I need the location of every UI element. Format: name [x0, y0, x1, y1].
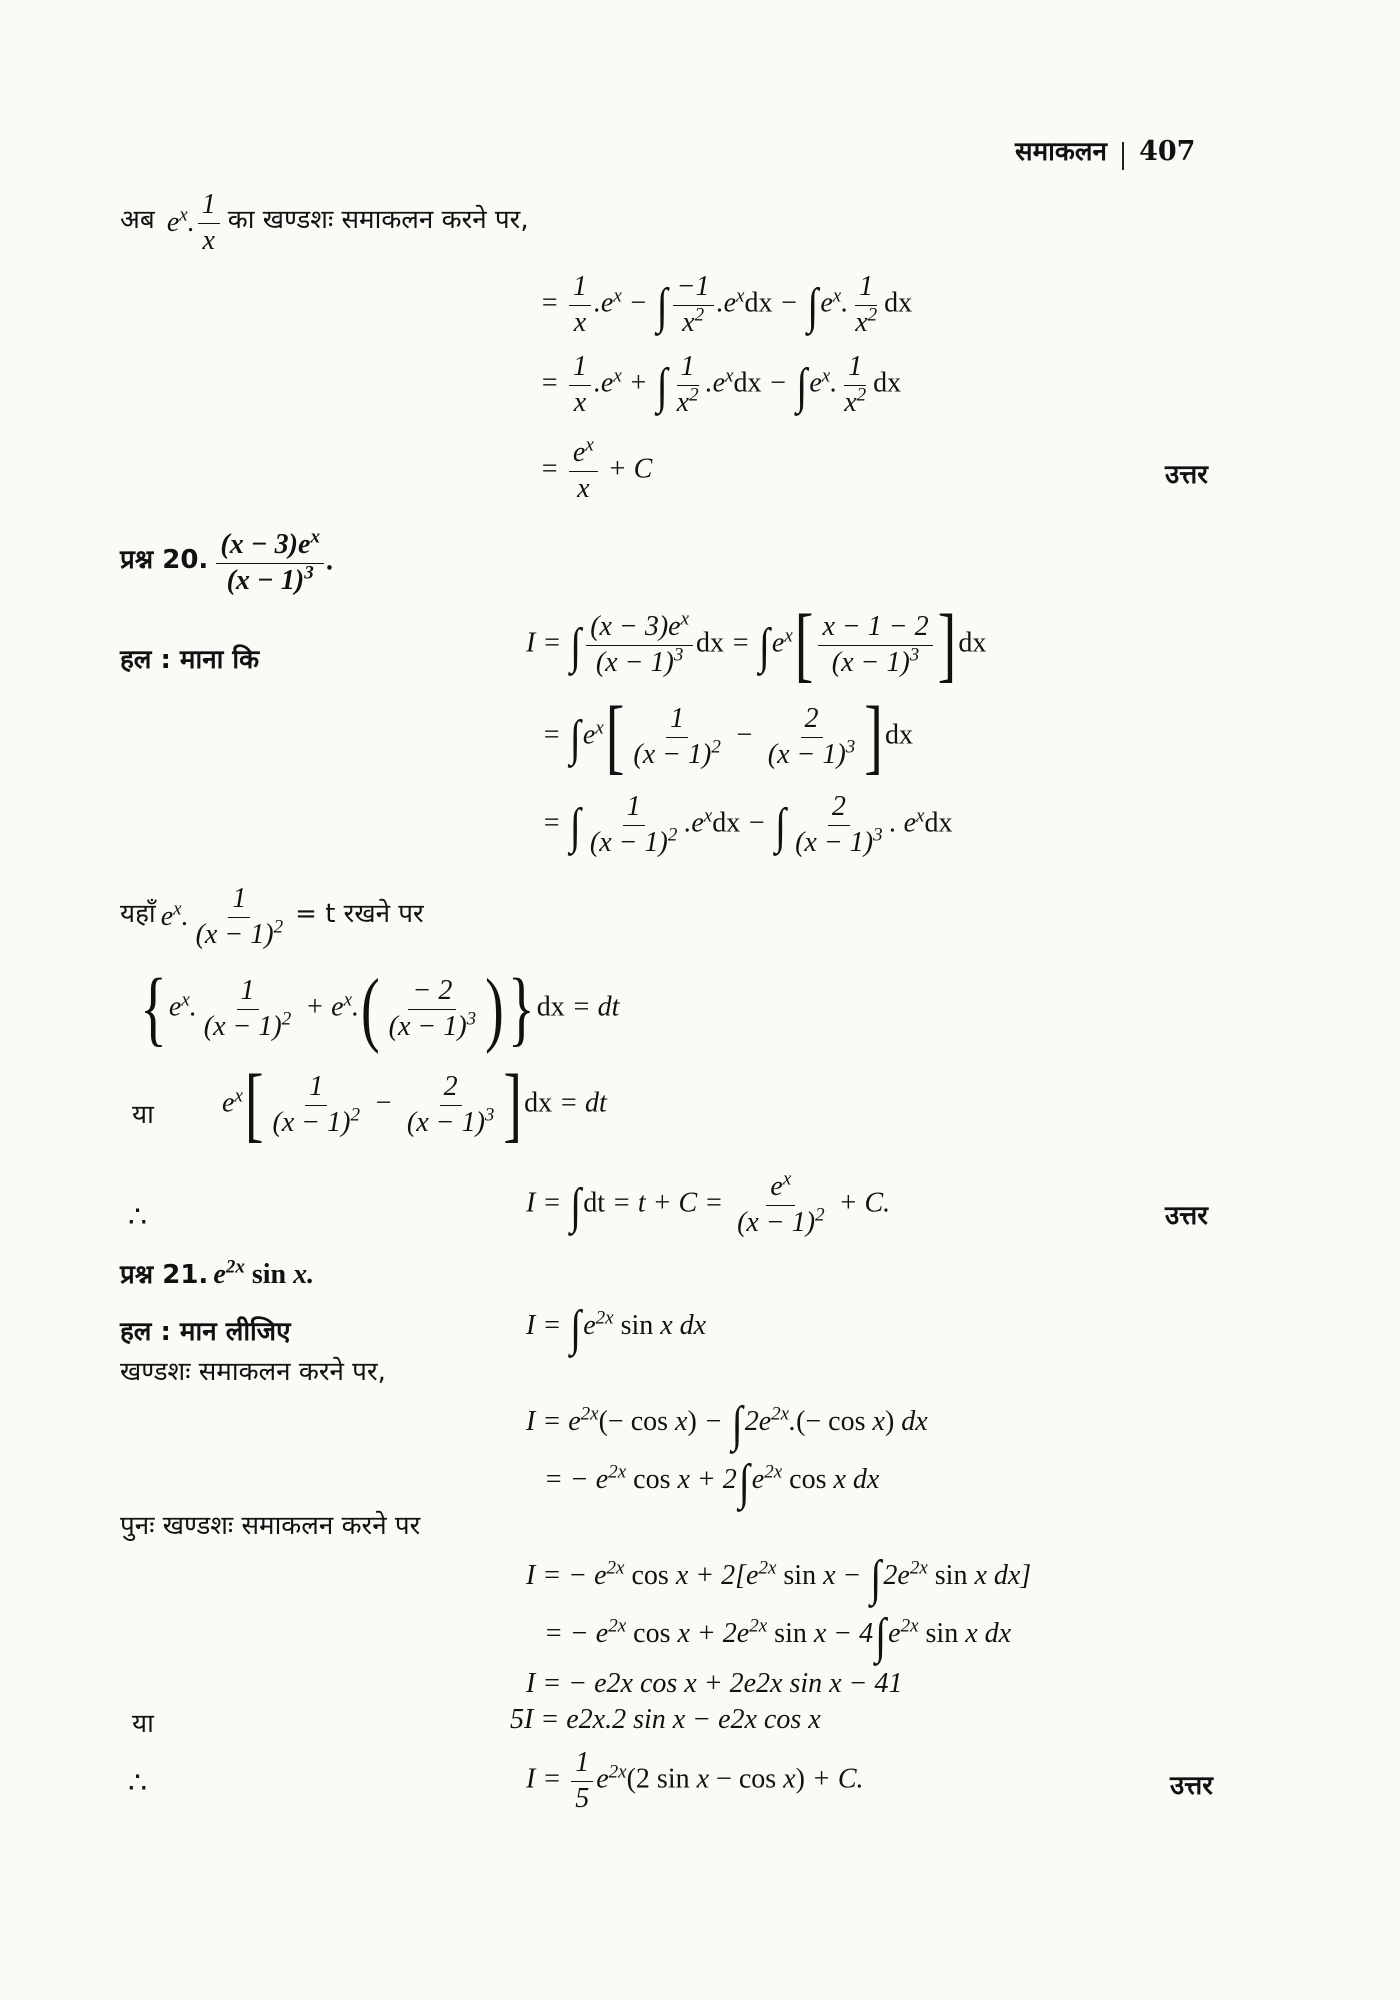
eq-line: $I = e^{2x}(- \cos x) - \int 2e^{2x}.(- \cos x)$ dx — [526, 1395, 928, 1452]
eq-line: = $\frac{1}{x}$ $.e^x$ + ∫ $\frac{1}{x^2}$ $.e^xdx - \int e^x$. $\frac{1}{x^2}$ dx — [540, 351, 902, 418]
sub-prefix: यहाँ — [120, 898, 156, 929]
ya-label: या — [132, 1709, 154, 1739]
ya-label: या — [132, 1100, 154, 1130]
eq-line: = − $e^{2x}$ $\cos x + 2e^{2x}$ $\sin x - 4\int e^{2x}$ sin x dx — [544, 1607, 1012, 1664]
answer-label: उत्तर — [1165, 460, 1208, 490]
page-number: 407 — [1139, 136, 1196, 167]
eq-line: = − $e^{2x}$ $\cos x + 2\int e^{2x}$ cos x dx — [544, 1453, 880, 1510]
chapter-title: समाकलन — [1015, 137, 1107, 167]
q20-solution-label: हल : माना कि — [120, 645, 260, 675]
question-20-label: प्रश्न 20. — [120, 544, 209, 575]
eq-line: I = $\frac{1}{5}$ $e^{2x}(2$ sin x − cos x) + C. — [526, 1747, 864, 1814]
intro-prefix: अब — [120, 204, 155, 235]
eq-line: = $\frac{e^x}{x}$ + C — [540, 434, 653, 504]
therefore-symbol: ∴ — [128, 1766, 148, 1801]
answer-label: उत्तर — [1170, 1771, 1213, 1801]
question-21-label: प्रश्न 21. — [120, 1260, 209, 1290]
eq-line: = ∫ $\frac{1}{(x - 1)^2}$ $.e^xdx$ − ∫ $\frac{2}{(x - 1)^3}$ . $e^xdx$ — [542, 791, 953, 858]
eq-line: = $\frac{1}{x}$ $.e^x$ − ∫ $\frac{-1}{x^2}$ $.e^xdx - \int e^x$. $\frac{1}{x^2}$ dx — [540, 271, 913, 338]
eq-line: {$e^x$. $\frac{1}{(x - 1)^2}$ + $e^x$.( $\frac{- 2}{(x - 1)^3}$ )}dx = dt — [140, 962, 620, 1056]
eq-line: $I = \int e^{2x}$ sin x dx — [526, 1299, 707, 1356]
eq-line: $e^x$[ $\frac{1}{(x - 1)^2}$ − $\frac{2}{(x - 1)^3}$ ]dx = dt — [222, 1058, 607, 1152]
substitution-line: यहाँ $e^x$. $\frac{1}{(x - 1)^2}$ = t रखने पर — [120, 883, 424, 950]
page-header — [1015, 132, 1195, 170]
eq-line: I = ∫ $\frac{(x - 3)e^x}{(x - 1)^3}$ dx = $\int e^x$[ $\frac{x - 1 - 2}{(x - 1)^3}$ ]dx — [526, 598, 987, 692]
q21-solution-label: हल : मान लीजिए — [120, 1317, 291, 1347]
step2-label: पुनः खण्डशः समाकलन करने पर — [120, 1511, 421, 1541]
question-20: प्रश्न 20. $\frac{(x - 3)e^x}{(x - 1)^3}$ . — [120, 526, 334, 596]
answer-label: उत्तर — [1165, 1201, 1208, 1231]
eq-line: I = − e2x cos x + 2e2x sin x − 41 — [526, 1668, 903, 1699]
question-21: प्रश्न 21. $e^{2x}$ sin x. — [120, 1256, 315, 1290]
intro-suffix: का खण्डशः समाकलन करने पर, — [227, 204, 529, 235]
intro-line: अब $e^x$. $\frac{1}{x}$ का खण्डशः समाकलन करने पर, — [120, 189, 529, 256]
eq-line: I = ∫dt = t + C = $\frac{e^x}{(x - 1)^2}$ + C. — [526, 1168, 891, 1238]
eq-line: 5I = e2x.2 sin x − e2x cos x — [510, 1704, 821, 1735]
sub-suffix: = t रखने पर — [295, 898, 424, 929]
therefore-symbol: ∴ — [128, 1200, 148, 1235]
eq-line: I = − $e^{2x}$ $\cos x + 2[e^{2x}$ $\sin x - \int 2e^{2x}$ sin x dx] — [526, 1549, 1032, 1606]
header-divider — [1122, 142, 1124, 170]
step1-label: खण्डशः समाकलन करने पर, — [120, 1357, 386, 1387]
eq-line: = $\int e^x$[ $\frac{1}{(x - 1)^2}$ − $\frac{2}{(x - 1)^3}$ ]dx — [542, 690, 913, 784]
